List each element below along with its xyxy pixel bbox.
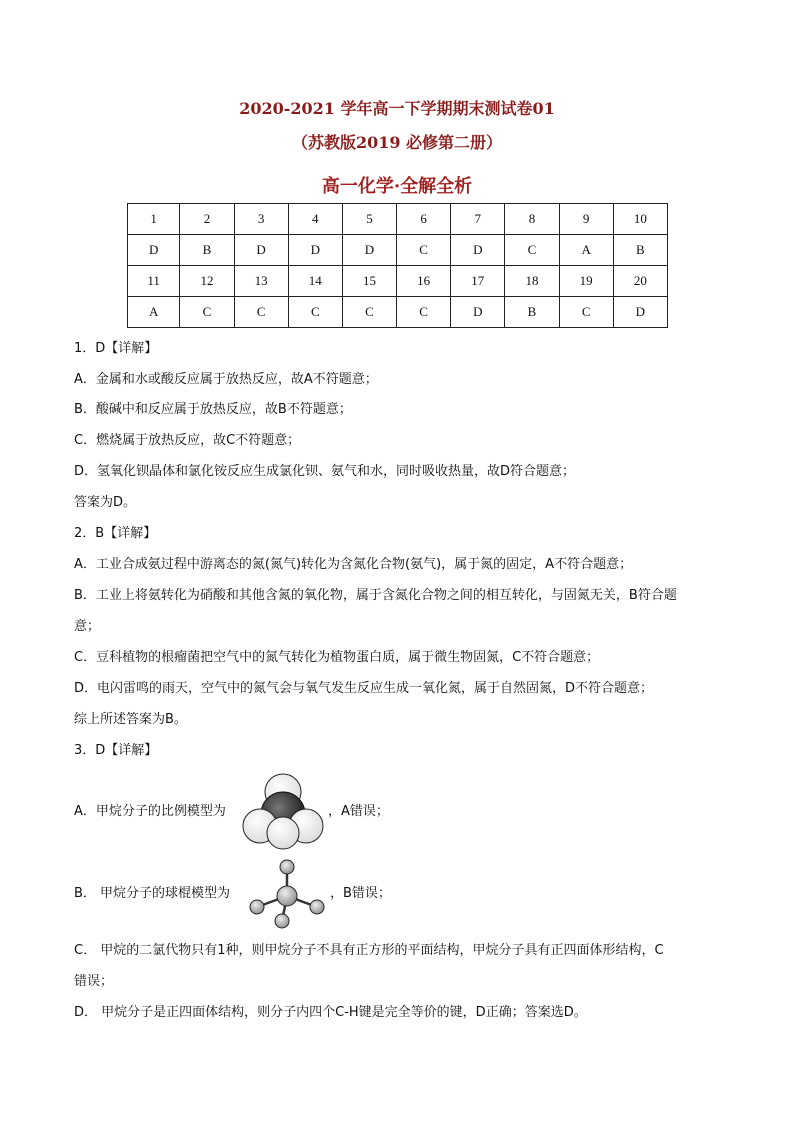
table-cell: 10 (613, 204, 667, 235)
table-row (128, 266, 668, 297)
table-cell: D (288, 235, 342, 266)
q2-option-b-cont: 意； (74, 619, 101, 634)
table-cell: 11 (128, 266, 180, 297)
q2-answer: 综上所述答案为B。 (74, 712, 187, 727)
q1-heading: 1．D【详解】 (74, 341, 158, 356)
table-cell: C (234, 297, 288, 328)
table-cell: 9 (559, 204, 613, 235)
q1-option-c: C．燃烧属于放热反应，故C不符题意； (74, 433, 301, 448)
table-cell: 16 (397, 266, 451, 297)
hydrogen-atom (280, 860, 294, 874)
answer-table (127, 203, 668, 328)
hydrogen-atom (250, 900, 264, 914)
table-cell: 7 (451, 204, 505, 235)
table-cell: C (342, 297, 396, 328)
table-cell: 19 (559, 266, 613, 297)
hydrogen-atom (267, 817, 299, 849)
table-cell: C (180, 297, 234, 328)
hydrogen-atom (310, 900, 324, 914)
methane-ball-stick-model (244, 858, 330, 930)
table-cell: D (128, 235, 180, 266)
q3-option-d: D． 甲烷分子是正四面体结构，则分子内四个C-H键是完全等价的键，D正确；答案选D。 (74, 1005, 587, 1020)
table-cell: 17 (451, 266, 505, 297)
table-cell: 2 (180, 204, 234, 235)
table-cell: B (505, 297, 559, 328)
table-cell: 13 (234, 266, 288, 297)
q3-option-a-verdict: ，A错误； (328, 804, 389, 819)
table-row (128, 204, 668, 235)
q3-option-b-verdict: ，B错误； (330, 886, 391, 901)
table-cell: D (234, 235, 288, 266)
q1-option-b: B．酸碱中和反应属于放热反应，故B不符题意； (74, 402, 352, 417)
table-cell: D (613, 297, 667, 328)
table-cell: C (397, 297, 451, 328)
methane-space-filling-model (238, 770, 328, 850)
table-cell: 1 (128, 204, 180, 235)
q2-option-c: C．豆科植物的根瘤菌把空气中的氮气转化为植物蛋白质，属于微生物固氮，C不符合题意； (74, 650, 600, 665)
table-cell: 12 (180, 266, 234, 297)
paper-title: 2020-2021 学年高一下学期期末测试卷01 (239, 99, 555, 118)
table-row (128, 297, 668, 328)
q1-answer: 答案为D。 (74, 495, 137, 510)
carbon-atom (277, 886, 297, 906)
q3-option-c-cont: 错误； (74, 974, 114, 989)
table-cell: 6 (397, 204, 451, 235)
table-cell: D (451, 297, 505, 328)
table-cell: D (451, 235, 505, 266)
table-cell: 5 (342, 204, 396, 235)
table-cell: 8 (505, 204, 559, 235)
q2-heading: 2．B【详解】 (74, 526, 157, 541)
table-cell: B (180, 235, 234, 266)
q3-option-b-text: B． 甲烷分子的球棍模型为 (74, 886, 231, 901)
q1-option-a: A．金属和水或酸反应属于放热反应，故A不符题意； (74, 372, 378, 387)
table-cell: A (559, 235, 613, 266)
table-cell: 18 (505, 266, 559, 297)
table-cell: D (342, 235, 396, 266)
table-cell: B (613, 235, 667, 266)
q1-option-d: D．氢氧化钡晶体和氯化铵反应生成氯化钡、氨气和水，同时吸收热量，故D符合题意； (74, 464, 576, 479)
table-cell: C (288, 297, 342, 328)
q3-option-a-text: A．甲烷分子的比例模型为 (74, 804, 226, 819)
table-cell: 14 (288, 266, 342, 297)
table-cell: C (505, 235, 559, 266)
table-cell: A (128, 297, 180, 328)
section-title: 高一化学·全解全析 (321, 176, 473, 197)
table-cell: C (397, 235, 451, 266)
table-cell: C (559, 297, 613, 328)
table-row (128, 235, 668, 266)
table-cell: 3 (234, 204, 288, 235)
hydrogen-atom (275, 914, 289, 928)
paper-subtitle: （苏教版2019 必修第二册） (291, 133, 503, 152)
table-cell: 15 (342, 266, 396, 297)
q2-option-a: A．工业合成氨过程中游离态的氮(氮气)转化为含氮化合物(氨气)，属于氮的固定，A不符合题意； (74, 557, 633, 572)
table-cell: 4 (288, 204, 342, 235)
q2-option-b: B．工业上将氨转化为硝酸和其他含氮的氧化物，属于含氮化合物之间的相互转化，与固氮无关，B符合题 (74, 588, 677, 603)
q3-option-c: C． 甲烷的二氯代物只有1种，则甲烷分子不具有正方形的平面结构，甲烷分子具有正四面体形结构，C (74, 943, 664, 958)
table-cell: 20 (613, 266, 667, 297)
q3-heading: 3．D【详解】 (74, 743, 158, 758)
q2-option-d: D．电闪雷鸣的雨天，空气中的氮气会与氧气发生反应生成一氧化氮，属于自然固氮，D不符合题意； (74, 681, 654, 696)
